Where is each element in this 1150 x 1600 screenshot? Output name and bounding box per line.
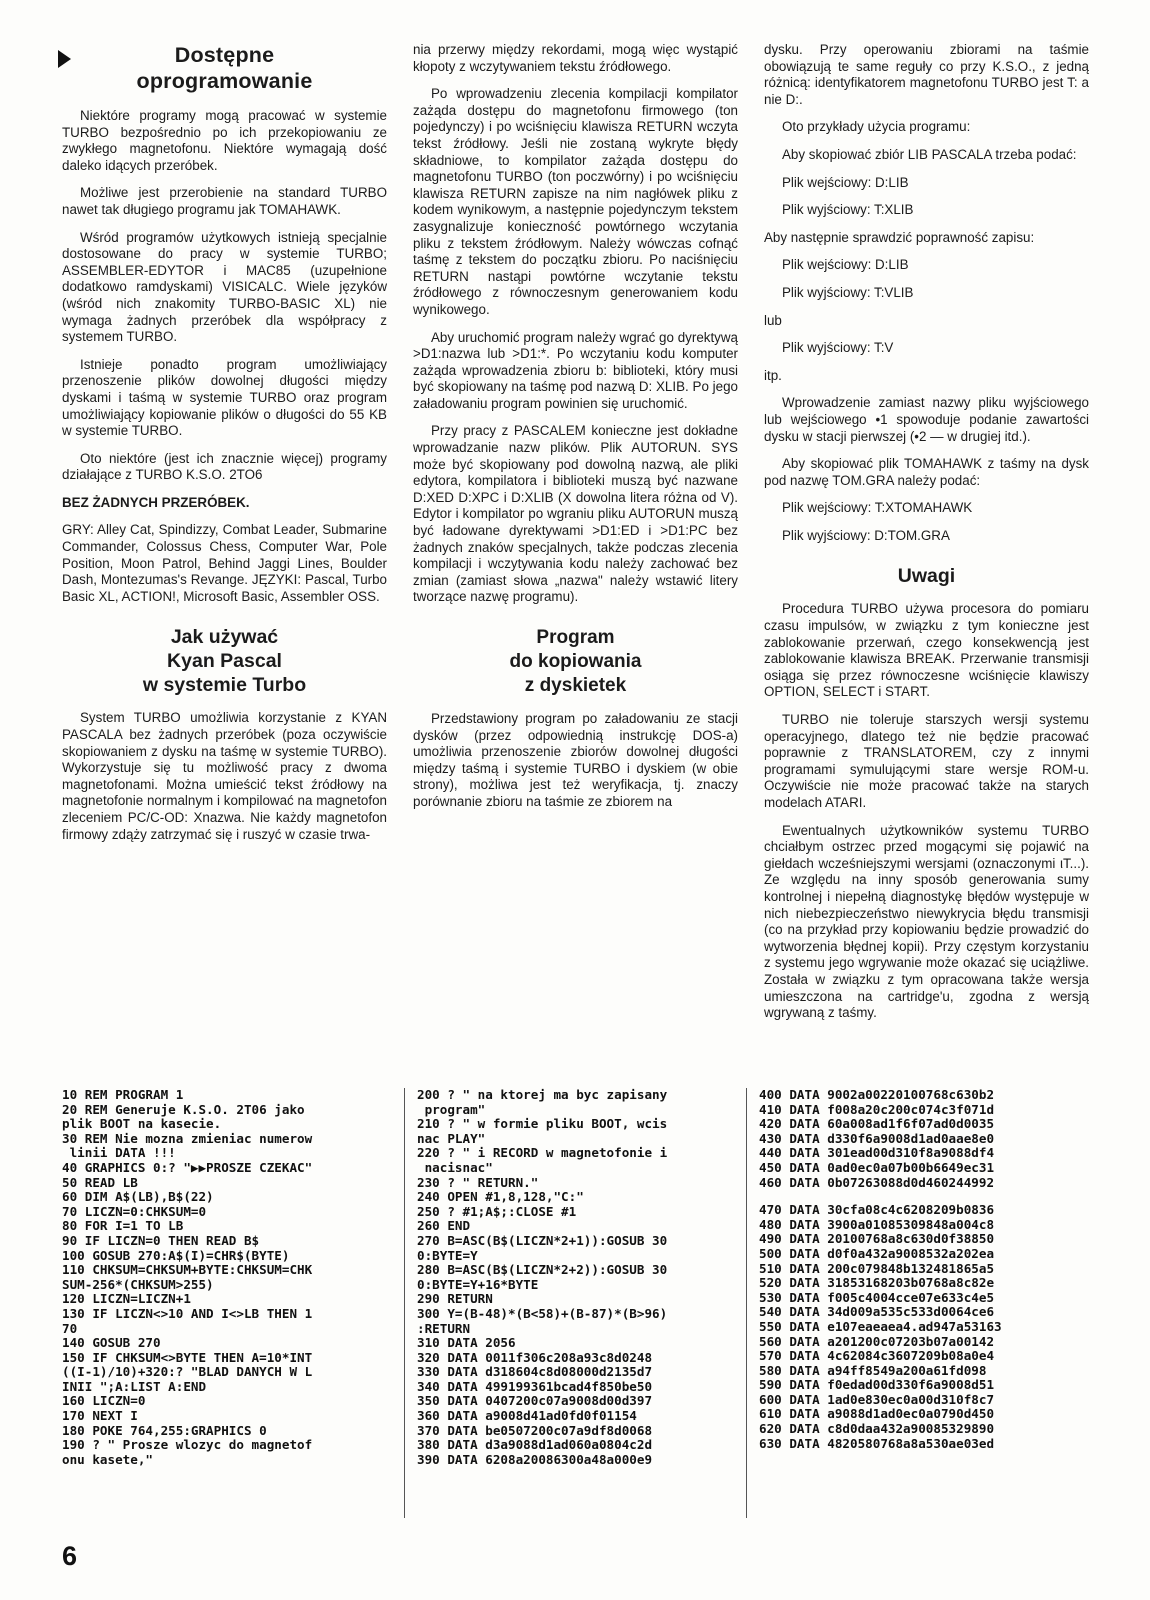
listing-line: 260 END [417,1218,471,1234]
listing-line: 210 ? " w formie pliku BOOT, wcis [417,1116,668,1132]
listing-line: 350 DATA 0407200c07a9008d00d397 [417,1393,653,1409]
listing-line: 300 Y=(B-48)*(B<58)+(B-87)*(B>96) [417,1305,668,1321]
bold-note: BEZ ŻADNYCH PRZERÓBEK. [62,494,250,510]
listing-line: 230 ? " RETURN." [417,1174,539,1190]
listing-line: 480 DATA 3900a01085309848a004c8 [759,1216,995,1232]
file-spec-line: Plik wyjściowy: D:TOM.GRA [782,527,950,543]
listing-line: 270 B=ASC(B$(LICZN*2+1)):GOSUB 30 [417,1232,668,1248]
section-heading-kyan-pascal [62,625,387,697]
listing-line: 170 NEXT I [62,1408,138,1424]
listing-line: 320 DATA 0011f306c208a93c8d0248 [417,1349,653,1365]
paragraph: Istnieje ponadto program umożliwiający przenoszenie plików dowolnej długości między dyskami i taśmą w systemie TURBO oraz program umożliwiający kopiowanie plików o długości do 55 KB w systemie TURBO. [62,356,387,439]
listing-line: 330 DATA d318604c8d08000d2135d7 [417,1364,653,1380]
listing-line: program" [417,1101,486,1117]
listing-line: 580 DATA a94ff8549a200a61fd098 [759,1362,987,1378]
listing-line: linii DATA !!! [62,1145,176,1161]
listing-line: 370 DATA be0507200c07a9df8d0068 [417,1422,653,1438]
listing-line: 190 ? " Prosze wlozyc do magnetof [62,1437,313,1453]
section-heading-line2: do kopiowania [509,651,642,672]
listing-line: 550 DATA e107eaeaea4.ad947a53163 [759,1318,1002,1334]
page-title [62,42,387,94]
paragraph: Wśród programów użytkowych istnieją specjalnie dostosowane do pracy w systemie TURBO; ASSEMBLER-EDYTOR i MAC85 (uzupełnione dodatkowo ramdyskami) VISICALC. Wiele języków (wśród nich znakomity TURBO-BASIC XL) nie wymaga żadnych przeróbek dla współpracy z systemem TURBO. [62,229,387,345]
page-number: 6 [62,1541,78,1571]
listing-line: 220 ? " i RECORD w magnetofonie i [417,1145,668,1161]
section-heading-line3: w systemie Turbo [142,674,307,697]
paragraph: dysku. Przy operowaniu zbiorami na taśmie obowiązują te same reguły co przy K.S.O., z jedną różnicą: identyfikatorem magnetofonu TURBO jest T: a nie D:. [764,42,1089,107]
section-heading-line3: z dyskietek [524,675,627,696]
paragraph: Procedura TURBO używa procesora do pomiaru czasu impulsów, w związku z tym konieczne jest zablokowanie przerwań, czego konsekwencją jest zablokowanie klawisza BREAK. Przerwanie transmisji osiąga się przez równoczesne wciśnięcie klawiszy OPTION, SELECT i START. [764,601,1089,700]
listing-line: 520 DATA 31853168203b0768a8c82e [759,1275,995,1291]
file-spec-line: Plik wejściowy: D:LIB [782,257,909,273]
listing-line: 630 DATA 4820580768a8a530ae03ed [759,1435,995,1451]
listing-line: 150 IF CHKSUM<>BYTE THEN A=10*INT [62,1349,313,1365]
paragraph: Oto przykłady użycia programu: [782,119,971,135]
listing-line: 0:BYTE=Y+16*BYTE [417,1276,539,1292]
listing-line: 110 CHKSUM=CHKSUM+BYTE:CHKSUM=CHK [62,1262,313,1278]
listing-line: 570 DATA 4c62084c3607209b08a0e4 [759,1348,995,1364]
listing-line: 100 GOSUB 270:A$(I)=CHR$(BYTE) [62,1247,290,1263]
program-listing [62,1088,1090,1518]
paragraph: Wprowadzenie zamiast nazwy pliku wyjściowego lub wejściowego •1 spowoduje podanie zawartości dysku w stacji pierwszej (•2 — w drugiej itd.). [764,395,1089,444]
section-heading-line1: Jak używać [170,626,279,649]
section-heading-notes: Uwagi [897,565,956,588]
listing-line: 250 ? #1;A$;:CLOSE #1 [417,1203,577,1219]
listing-line: INII ";A:LIST A:END [62,1378,207,1394]
listing-line: 140 GOSUB 270 [62,1335,161,1351]
paragraph: Aby skopiować plik TOMAHAWK z taśmy na dysk pod nazwę TOM.GRA należy podać: [764,456,1089,488]
listing-line: SUM-256*(CHKSUM>255) [62,1276,214,1292]
listing-line: 10 REM PROGRAM 1 [62,1087,184,1102]
listing-line: 200 ? " na ktorej ma byc zapisany [417,1087,668,1102]
paragraph: nia przerwy między rekordami, mogą więc wystąpić kłopoty z wczytywaniem tekstu źródłowego. [413,42,738,74]
listing-line: 430 DATA d330f6a9008d1ad0aae8e0 [759,1130,995,1146]
paragraph: Ewentualnych użytkowników systemu TURBO chciałbym ostrzec przed mogącymi się pojawić na giełdach wcześniejszymi wersjami (oznaczonymi ιT...). Ze względu na inny sposób generowania sumy kontrolnej i niepełną diagnostykę błędów występuje w nich niebezpieczeństwo niewykrycia błędu transmisji (co na przykład przy kopiowaniu będzie prowadzić do wytworzenia błędnej kopii). Przy częstym korzystaniu z systemu jego wgrywanie może okazać się uciążliwe. Została w związku z tym opracowana także wersja umieszczona na cartridge'u, zgodna z wersją wgrywaną z taśmy. [764,822,1089,1021]
paragraph: Aby uruchomić program należy wgrać go dyrektywą >D1:nazwa lub >D1:*. Po wczytaniu kodu komputer zażąda wprowadzenia zbioru b: biblioteki, który musi być skopiowany na taśmę pod nazwą D: XLIB. Po jego załadowaniu program powinien się uruchomić. [413,329,738,411]
listing-line: 30 REM Nie mozna zmieniac numerow [62,1130,313,1146]
paragraph: Możliwe jest przerobienie na standard TURBO nawet tak długiego programu jak TOMAHAWK. [62,185,387,217]
listing-line: 590 DATA f0edad00d330f6a9008d51 [759,1377,995,1393]
listing-line: 160 LICZN=0 [62,1393,146,1409]
section-heading-copy-program [413,626,738,698]
paragraph: Aby skopiować zbiór LIB PASCALA trzeba podać: [782,146,1077,162]
listing-line: 600 DATA 1ad0e830ec0a00d310f8c7 [759,1391,995,1407]
listing-column-one [62,1088,404,1518]
listing-line: 450 DATA 0ad0ec0a07b00b6649ec31 [759,1159,995,1175]
listing-line: 510 DATA 200c079848b132481865a5 [759,1260,995,1276]
listing-line: 470 DATA 30cfa08c4c6208209b0836 [759,1202,995,1218]
listing-line: onu kasete," [62,1451,153,1467]
listing-line: 610 DATA a9088d1ad0ec0a0790d450 [759,1406,995,1422]
listing-column-three [746,1088,1088,1518]
paragraph: Przedstawiony program po załadowaniu ze stacji dysków (przez odpowiednią instrukcję DOS-a) umożliwia przenoszenie zbiorów dowolnej długości między taśmą i systemie TURBO i dyskiem (w obie strony), możliwa jest też weryfikacja, tj. znaczy porównanie zbioru na taśmie ze zbiorem na [413,711,738,809]
listing-line: 0:BYTE=Y [417,1247,478,1263]
listing-line: 380 DATA d3a9088d1ad060a0804c2d [417,1437,653,1453]
listing-line: 70 LICZN=0:CHKSUM=0 [62,1203,207,1219]
listing-line: plik BOOT na kasecie. [62,1116,222,1132]
paragraph: System TURBO umożliwia korzystanie z KYAN PASCALA bez żadnych przeróbek (poza oczywiście skopiowaniem z dysku na taśmę w systemie TURBO). Wykorzystuje się tu możliwość pracy z dwoma magnetofonami. Można umieścić tekst źródłowy na magnetofonie normalnym i kompilować na magnetofon zleceniem PC/C-OD: Xnazwa. Nie każdy magnetofon firmowy zdąży zatrzymać się i ruszyć w czasie trwa- [62,710,387,842]
listing-line: 60 DIM A$(LB),B$(22) [62,1189,214,1205]
file-spec-line: Plik wejściowy: T:XTOMAHAWK [782,500,973,516]
listing-line: 80 FOR I=1 TO LB [62,1218,184,1234]
listing-line: 490 DATA 20100768a8c630d0f38850 [759,1231,995,1247]
listing-line: 540 DATA 34d009a535c533d0064ce6 [759,1304,995,1320]
column-one [62,42,387,1062]
listing-line: 410 DATA f008a20c200c074c3f071d [759,1101,995,1117]
listing-line: 420 DATA 60a008ad1f6f07ad0d0035 [759,1116,995,1132]
etc-label: itp. [764,367,782,383]
listing-line: 340 DATA 499199361bcad4f850be50 [417,1378,653,1394]
listing-line: 360 DATA a9008d41ad0fd0f01154 [417,1408,637,1424]
file-spec-line: Plik wyjściowy: T:VLIB [782,284,914,300]
listing-line: 240 OPEN #1,8,128,"C:" [417,1189,584,1205]
listing-line: 530 DATA f005c4004cce07e633c4e5 [759,1289,995,1305]
file-spec-line: Plik wyjściowy: T:V [782,340,894,356]
listing-line: 560 DATA a201200c07203b07a00142 [759,1333,995,1349]
listing-line: 90 IF LICZN=0 THEN READ B$ [62,1232,260,1248]
listing-line: 130 IF LICZN<>10 AND I<>LB THEN 1 [62,1305,313,1321]
listing-line: :RETURN [417,1320,471,1336]
paragraph: Aby następnie sprawdzić poprawność zapisu: [764,229,1035,245]
file-spec-line: Plik wejściowy: D:LIB [782,174,909,190]
column-three [764,42,1089,1062]
listing-line: 390 DATA 6208a20086300a48a000e9 [417,1451,653,1467]
listing-line: 120 LICZN=LICZN+1 [62,1291,191,1307]
file-spec-line: Plik wyjściowy: T:XLIB [782,202,914,218]
column-two [413,42,738,1062]
listing-line: 280 B=ASC(B$(LICZN*2+2)):GOSUB 30 [417,1262,668,1278]
listing-line: 290 RETURN [417,1291,493,1307]
page-title-line2: oprogramowanie [136,69,313,93]
paragraph: Po wprowadzeniu zlecenia kompilacji kompilator zażąda dostępu do magnetofonu firmowego (ton pojedynczy) i po wciśnięciu klawisza RETURN wczyta tekst źródłowy. Jeśli nie zostaną wykryte błędy składniowe, to kompilator zażąda dostępu do magnetofonu TURBO (ton poczwórny) i po wciśnięciu klawisza RETURN zapisze na nim nagłówek pliku z kodem wynikowym, a następnie pojedynczym tekstem zasygnalizuje konieczność powtórnego wczytania pliku z tekstem źródłowym. Należy wówczas cofnąć taśmę z tekstem do początku zbioru. Po naciśnięciu RETURN nastąpi powtórne wczytanie tekstu źródłowego z równoczesnym generowaniem kodu wynikowego. [413,86,738,317]
listing-line: 70 [62,1320,78,1336]
listing-line: ((I-1)/10)+320:? "BLAD DANYCH W L [62,1364,313,1380]
listing-line: 620 DATA c8d0daa432a90085329890 [759,1421,995,1437]
listing-line: 40 GRAPHICS 0:? "▶▶PROSZE CZEKAC" [62,1159,313,1175]
page-title-line1: Dostępne [174,43,275,67]
listing-line: 310 DATA 2056 [417,1335,516,1351]
listing-line: 180 POKE 764,255:GRAPHICS 0 [62,1422,267,1438]
listing-line: 440 DATA 301ead00d310f8a9088df4 [759,1145,995,1161]
listing-line: 400 DATA 9002a00220100768c630b2 [759,1087,995,1102]
listing-line: 500 DATA d0f0a432a9008532a202ea [759,1245,995,1261]
section-heading-line1: Program [536,627,615,648]
article-columns [62,42,1090,1062]
section-heading-line2: Kyan Pascal [167,650,282,673]
listing-line: 460 DATA 0b07263088d0d460244992 [759,1174,995,1190]
listing-line: 20 REM Generuje K.S.O. 2T06 jako [62,1101,305,1117]
listing-column-two [404,1088,746,1518]
listing-line: nacisnac" [417,1159,493,1175]
paragraph: TURBO nie toleruje starszych wersji systemu operacyjnego, dlatego też nie będzie pracować poprawnie z TRANSLATOREM, czy z innymi programami symulującymi stare wersje ROM-u. Oczywiście nie może pracować także na starych modelach ATARI. [764,712,1089,810]
listing-line: nac PLAY" [417,1130,486,1146]
paragraph: Oto niektóre (jest ich znacznie więcej) programy działające z TURBO K.S.O. 2TO6 [62,450,387,483]
paragraph: Niektóre programy mogą pracować w systemie TURBO bezpośrednio po ich przekopiowaniu ze zwykłego magnetofonu. Niektóre wymagają dość daleko idących przeróbek. [62,108,387,173]
alternative-label: lub [764,312,782,328]
paragraph: Przy pracy z PASCALEM konieczne jest dokładne wprowadzanie nazw plików. Plik AUTORUN. SYS może być skopiowany pod dowolną nazwą, ale pliki edytora, kompilatora i biblioteki muszą być nazwane D:XED D:XPC i D:XLIB (X dowolna litera różna od V). Edytor i kompilator po wgraniu pliku AUTORUN muszą być ładowane dyrektywami >D1:ED i >D1:PC bez żadnych znaków specjalnych, także podczas zlecenia kompilacji i wczytywania kodu należy zachować bez zmian (zamiast słowa „nazwa" należy wstawić litery tworzące nazwę programu). [413,423,738,605]
listing-line: 50 READ LB [62,1174,138,1190]
software-list: GRY: Alley Cat, Spindizzy, Combat Leader, Submarine Commander, Colossus Chess, Computer War, Pole Position, Moon Patrol, Behind Jaggi Lines, Boulder Dash, Montezumas's Revange. JĘZYKI: Pascal, Turbo Basic XL, ACTION!, Microsoft Basic, Assembler OSS. [62,522,387,604]
